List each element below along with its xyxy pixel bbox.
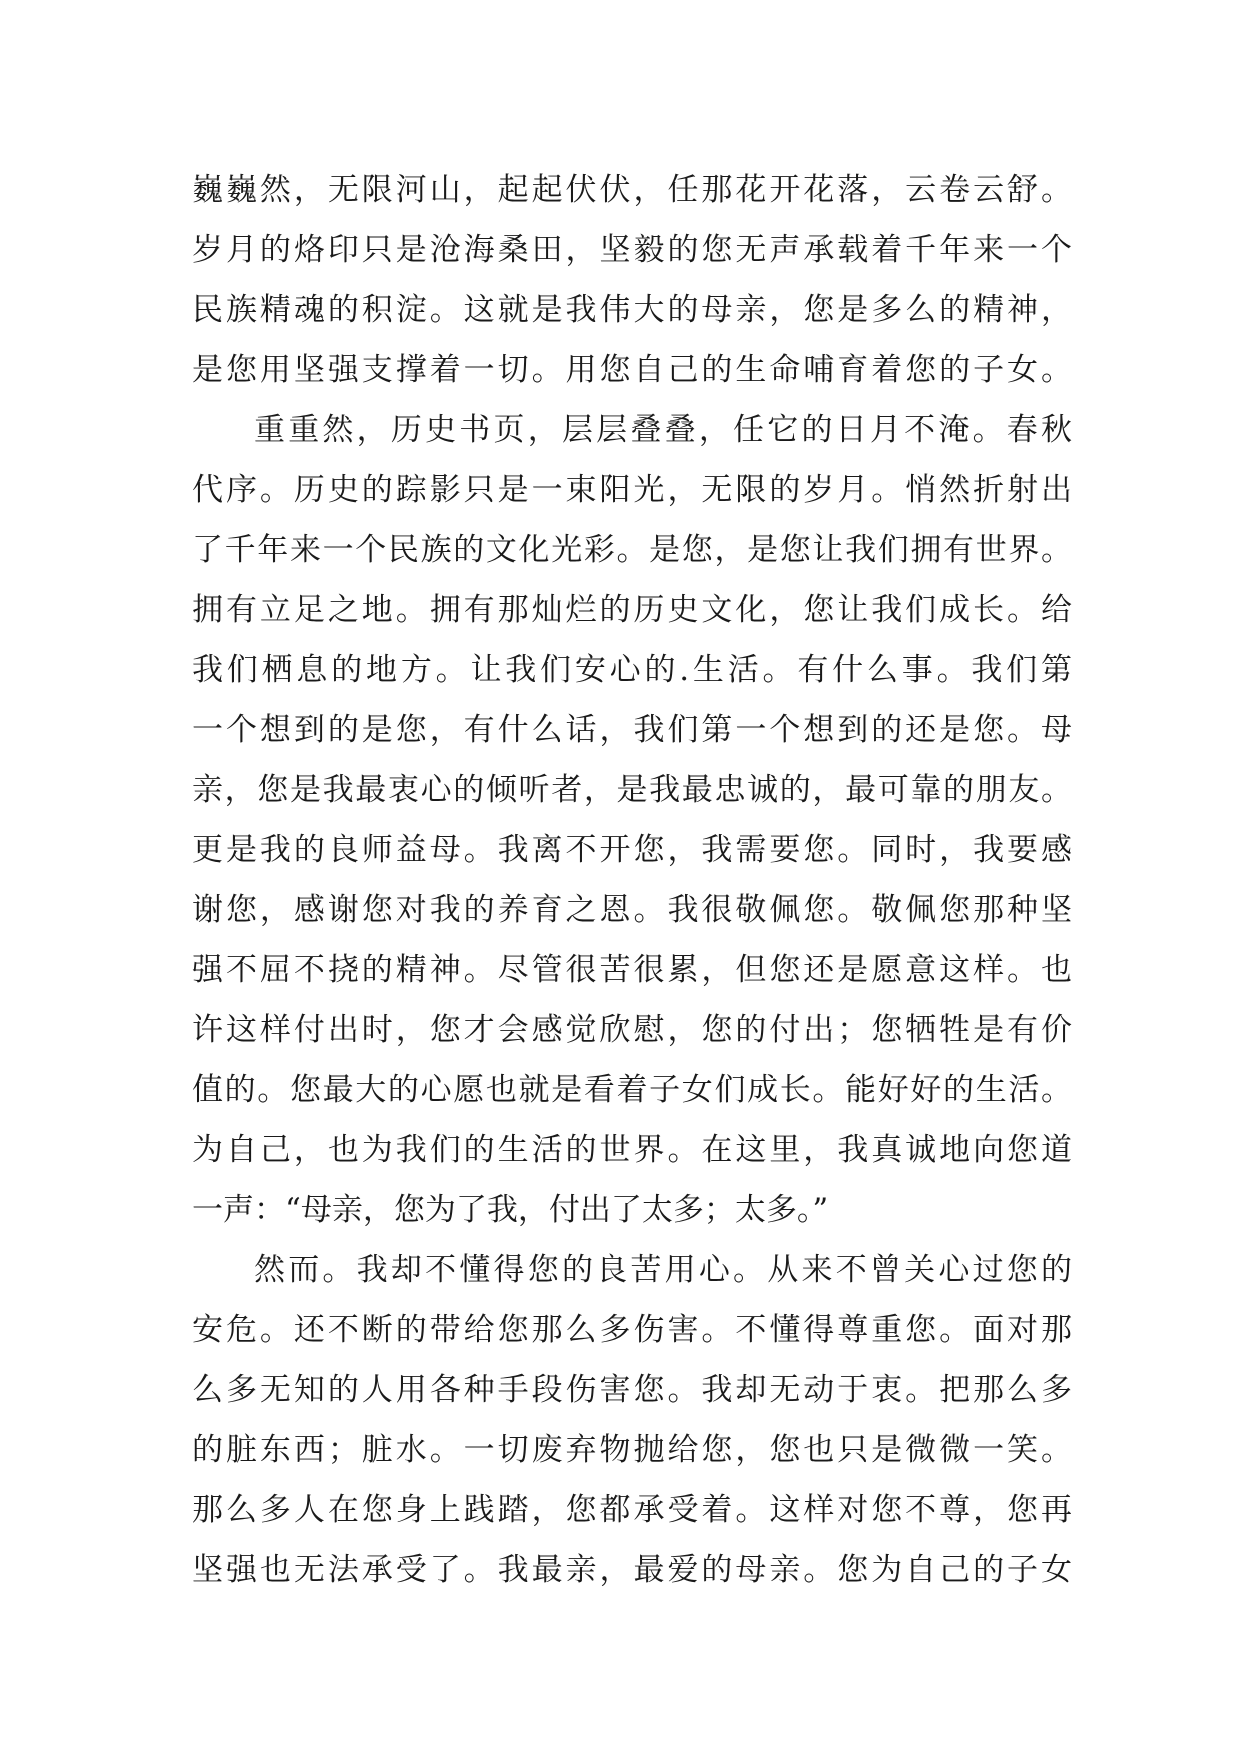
document-body (192, 160, 1072, 1600)
text-line: 为自己，也为我们的生活的世界。在这里，我真诚地向您道 (192, 1132, 1072, 1168)
text-line: 巍巍然，无限河山，起起伏伏，任那花开花落，云卷云舒。 (192, 172, 1072, 208)
text-line: 重重然，历史书页，层层叠叠，任它的日月不淹。春秋 (254, 412, 1072, 448)
text-line: 安危。还不断的带给您那么多伤害。不懂得尊重您。面对那 (192, 1312, 1072, 1348)
text-line: 谢您，感谢您对我的养育之恩。我很敬佩您。敬佩您那种坚 (192, 892, 1072, 928)
text-line: 么多无知的人用各种手段伤害您。我却无动于衷。把那么多 (192, 1372, 1072, 1408)
text-line: 一个想到的是您，有什么话，我们第一个想到的还是您。母 (192, 712, 1072, 748)
text-line: 然而。我却不懂得您的良苦用心。从来不曾关心过您的 (254, 1252, 1072, 1288)
text-line: 是您用坚强支撑着一切。用您自己的生命哺育着您的子女。 (192, 352, 1072, 388)
paragraph-1 (192, 160, 1072, 400)
text-line: 岁月的烙印只是沧海桑田，坚毅的您无声承载着千年来一个 (192, 232, 1072, 268)
paragraph-3 (192, 1240, 1072, 1600)
text-line: 我们栖息的地方。让我们安心的.生活。有什么事。我们第 (192, 652, 1072, 688)
text-line: 亲，您是我最衷心的倾听者，是我最忠诚的，最可靠的朋友。 (192, 772, 1072, 808)
text-line: 的脏东西；脏水。一切废弃物抛给您，您也只是微微一笑。 (192, 1432, 1072, 1468)
paragraph-2 (192, 400, 1072, 1240)
text-line: 更是我的良师益母。我离不开您，我需要您。同时，我要感 (192, 832, 1072, 868)
text-line: 许这样付出时，您才会感觉欣慰，您的付出；您牺牲是有价 (192, 1012, 1072, 1048)
text-line: 代序。历史的踪影只是一束阳光，无限的岁月。悄然折射出 (192, 472, 1072, 508)
text-line: 拥有立足之地。拥有那灿烂的历史文化，您让我们成长。给 (192, 592, 1072, 628)
text-line: 那么多人在您身上践踏，您都承受着。这样对您不尊，您再 (192, 1492, 1072, 1528)
text-line: 强不屈不挠的精神。尽管很苦很累，但您还是愿意这样。也 (192, 952, 1072, 988)
text-line: 了千年来一个民族的文化光彩。是您，是您让我们拥有世界。 (192, 532, 1072, 568)
text-line: 民族精魂的积淀。这就是我伟大的母亲，您是多么的精神， (192, 292, 1072, 328)
text-line: 值的。您最大的心愿也就是看着子女们成长。能好好的生活。 (192, 1072, 1072, 1108)
text-line: 坚强也无法承受了。我最亲，最爱的母亲。您为自己的子女 (192, 1552, 1072, 1588)
text-line: 一声：“母亲，您为了我，付出了太多；太多。” (192, 1192, 829, 1228)
